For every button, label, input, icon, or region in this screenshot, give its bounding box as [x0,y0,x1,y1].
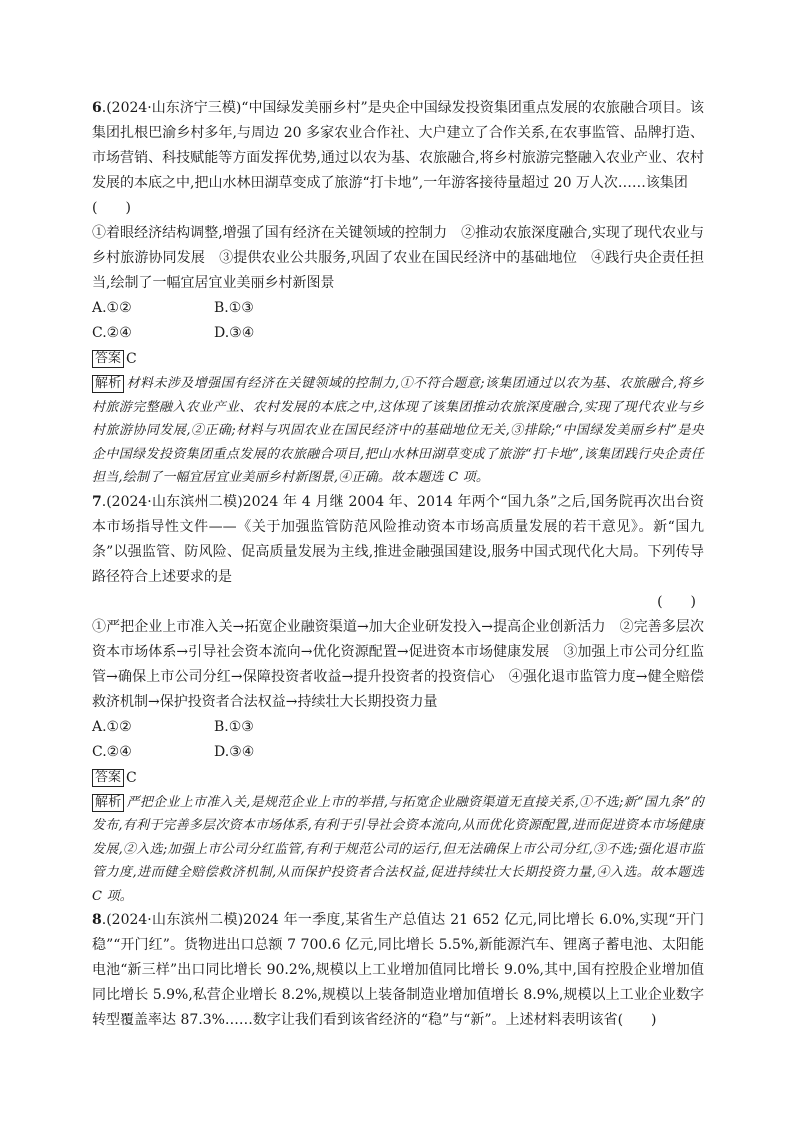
question-stem: 6.(2024·山东济宁三模)“中国绿发美丽乡村”是央企中国绿发投资集团重点发展的农旅融合项目。该集团扎根巴渝乡村多年,与周边 20 多家农业合作社、大户建立了合作关系,在农事监管、品牌打造、市场营销、科技赋能等方面发挥优势,通过以农为基、农旅融合,将乡村旅游完整融入农业产业、农村发展的本底之中,把山水林田湖草变成了旅游“打卡地”,一年游客接待量超过 20 万人次……该集团 ( ) [92,100,704,216]
answer-paren: ( ) [617,1012,657,1028]
analysis [92,791,704,909]
question-stem: 8.(2024·山东滨州二模)2024 年一季度,某省生产总值达 21 652 亿元,同比增长 6.0%,实现“开门稳”“开门红”。货物进出口总额 7 700.6 亿元,同比增长 5.5%,新能源汽车、锂离子蓄电池、太阳能电池“新三样”出口同比增长 90.2%,规模以上工业增加值同比增长 9.0%,其中,国有控股企业增加值同比增长 5.9%,私营企业增长 8.2%,规模以上装备制造业增加值增长 8.9%,规模以上工业企业数字转型覆盖率达 87.3%……数字让我们看到该省经济的“稳”与“新”。上述材料表明该省( ) [92,912,704,1028]
answer-value: C [126,351,137,367]
answer-paren: ( ) [92,200,131,216]
document-page [92,96,704,1033]
analysis-label: 解析 [92,375,124,393]
question-items: ①严把企业上市准入关→拓宽企业融资渠道→加大企业研发投入→提高企业创新活力 ②完善多层次资本市场体系→引导社会资本流向→优化资源配置→促进资本市场健康发展 ③加强上市公司分红监管→确保上市公司分红→保障投资者收益→提升投资者的投资信心 ④强化退市监管力度→健全赔偿救济机制→保护投资者合法权益→持续壮大长期投资力量 [92,618,704,710]
question-7 [92,490,704,909]
question-stem: 7.(2024·山东滨州二模)2024 年 4 月继 2004 年、2014 年两个“国九条”之后,国务院再次出台资本市场指导性文件——《关于加强监管防范风险推动资本市场高质量发展的若干意见》。新“国九条”以强监管、防风险、促高质量发展为主线,推进金融强国建设,服务中国式现代化大局。下列传导路径符合上述要求的是 ( ) [92,490,704,615]
option-c: C.②④ [92,325,132,341]
question-number: 6 [92,100,102,116]
option-d: D.③④ [214,325,255,341]
option-d: D.③④ [214,743,255,760]
answer-label: 答案 [92,350,124,368]
question-number: 7 [92,493,102,510]
answer-line [92,766,704,790]
question-8 [92,908,704,1033]
option-b: B.①③ [214,718,254,735]
option-b: B.①③ [214,300,254,316]
analysis-text: 材料未涉及增强国有经济在关键领域的控制力,①不符合题意;该集团通过以农为基、农旅融合,将乡村旅游完整融入农业产业、农村发展的本底之中,这体现了该集团推动农旅深度融合,实现了现代农业与乡村旅游协同发展,②正确;材料与巩固农业在国民经济中的基础地位无关,③排除;“中国绿发美丽乡村”是央企中国绿发投资集团重点发展的农旅融合项目,把山水林田湖草变成了旅游“打卡地”,该集团践行央企责任担当,绘制了一幅宜居宜业美丽乡村新图景,④正确。故本题选 C 项。 [92,376,704,485]
option-c: C.②④ [92,743,132,760]
answer-value: C [126,769,137,786]
analysis-text: 严把企业上市准入关,是规范企业上市的举措,与拓宽企业融资渠道无直接关系,①不选;新“国九条”的发布,有利于完善多层次资本市场体系,有利于引导社会资本流向,从而优化资源配置,进而促进资本市场健康发展,②入选;加强上市公司分红监管,有利于规范公司的运行,但无法确保上市公司分红,③不选;强化退市监管力度,进而健全赔偿救济机制,从而保护投资者合法权益,促进持续壮大长期投资力量,④入选。故本题选 C 项。 [92,794,704,904]
options [92,715,704,765]
question-6 [92,96,704,490]
option-a: A.①② [92,300,132,316]
answer-paren: ( ) [657,593,696,610]
answer-line [92,347,704,371]
question-items: ①着眼经济结构调整,增强了国有经济在关键领域的控制力 ②推动农旅深度融合,实现了现代农业与乡村旅游协同发展 ③提供农业公共服务,巩固了农业在国民经济中的基础地位 ④践行央企责任担当,绘制了一幅宜居宜业美丽乡村新图景 [92,225,704,291]
options [92,296,704,346]
answer-label: 答案 [92,769,124,787]
question-number: 8 [92,912,102,928]
analysis [92,372,704,490]
option-a: A.①② [92,718,132,735]
analysis-label: 解析 [92,794,124,812]
